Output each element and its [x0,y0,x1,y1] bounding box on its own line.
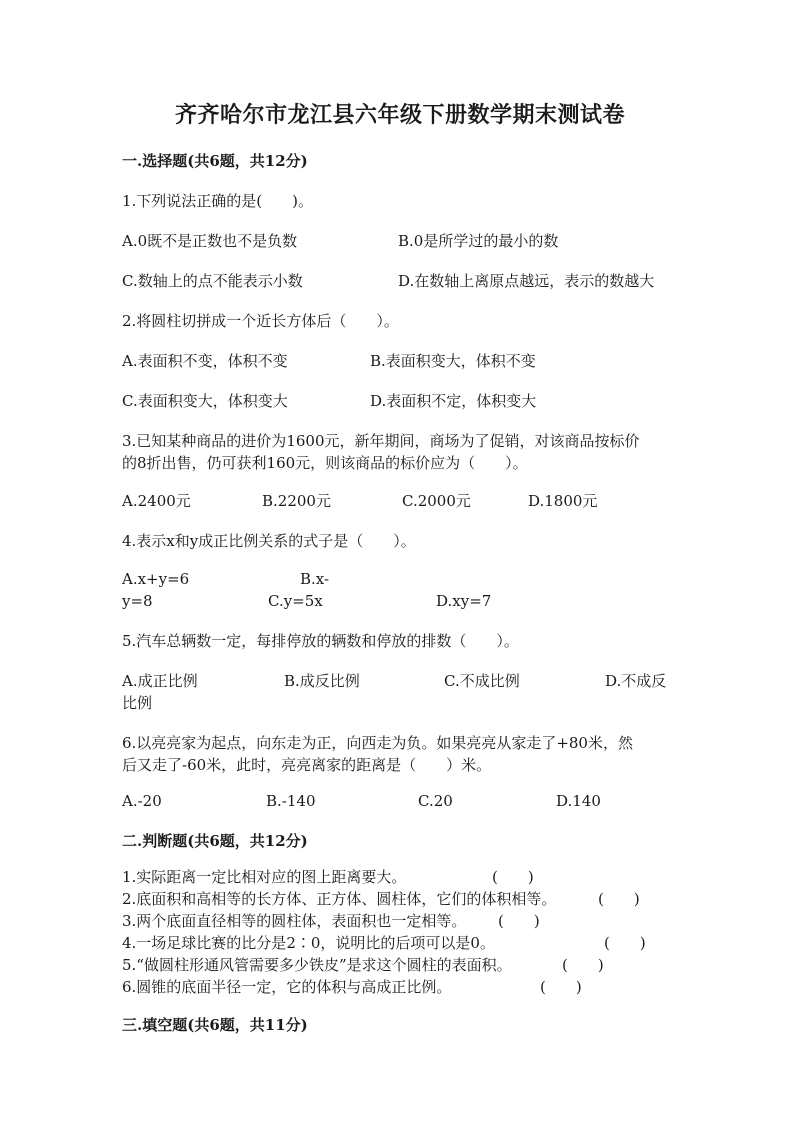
section-heading-fill: 三.填空题(共6题，共11分) [122,1016,308,1034]
judgement-bracket-4[interactable]: ( ) [604,934,646,952]
question-6-stem-line1: 6.以亮亮家为起点，向东走为正，向西走为负。如果亮亮从家走了+80米，然 [122,734,633,752]
question-1-stem: 1.下列说法正确的是( )。 [122,192,314,210]
judgement-item-1: 1.实际距离一定比相对应的图上距离要大。 [122,868,407,886]
question-2-option-d: D.表面积不定，体积变大 [370,392,537,410]
question-3-option-d: D.1800元 [528,492,598,510]
question-5-option-b: B.成反比例 [284,672,360,690]
question-1-option-d: D.在数轴上离原点越远，表示的数越大 [398,272,655,290]
question-6-stem-line2: 后又走了-60米，此时，亮亮离家的距离是（ ）米。 [122,756,492,774]
question-6-option-c: C.20 [418,792,453,810]
question-3-stem-line1: 3.已知某种商品的进价为1600元，新年期间，商场为了促销，对该商品按标价 [122,432,640,450]
question-6-option-b: B.-140 [266,792,316,810]
page-title: 齐齐哈尔市龙江县六年级下册数学期末测试卷 [174,102,625,128]
judgement-bracket-2[interactable]: ( ) [598,890,640,908]
question-1-option-b: B.0是所学过的最小的数 [398,232,559,250]
question-5-option-d: D.不成反 [605,672,667,690]
question-3-stem-line2: 的8折出售，仍可获利160元，则该商品的标价应为（ ）。 [122,454,528,472]
question-3-option-a: A.2400元 [122,492,191,510]
question-4-option-c: C.y=5x [268,592,323,610]
question-3-option-c: C.2000元 [402,492,471,510]
question-2-option-a: A.表面积不变，体积不变 [122,352,288,370]
judgement-bracket-5[interactable]: ( ) [562,956,604,974]
question-6-option-d: D.140 [556,792,601,810]
question-4-option-b-cont: y=8 [122,592,153,610]
question-4-stem: 4.表示x和y成正比例关系的式子是（ ）。 [122,532,416,550]
question-5-option-a: A.成正比例 [122,672,198,690]
judgement-item-5: 5.“做圆柱形通风管需要多少铁皮”是求这个圆柱的表面积。 [122,956,512,974]
question-2-option-c: C.表面积变大，体积变大 [122,392,288,410]
judgement-item-3: 3.两个底面直径相等的圆柱体，表面积也一定相等。 [122,912,467,930]
question-5-option-c: C.不成比例 [444,672,520,690]
question-5-option-d-cont: 比例 [122,694,153,712]
section-heading-choice: 一.选择题(共6题，共12分) [122,152,308,170]
judgement-bracket-3[interactable]: ( ) [498,912,540,930]
judgement-bracket-6[interactable]: ( ) [540,978,582,996]
question-2-stem: 2.将圆柱切拼成一个近长方体后（ ）。 [122,312,399,330]
judgement-bracket-1[interactable]: ( ) [492,868,534,886]
question-5-stem: 5.汽车总辆数一定，每排停放的辆数和停放的排数（ ）。 [122,632,519,650]
question-2-option-b: B.表面积变大，体积不变 [370,352,536,370]
question-1-option-c: C.数轴上的点不能表示小数 [122,272,303,290]
question-4-option-a: A.x+y=6 [122,570,190,588]
question-4-option-b: B.x- [300,570,330,588]
judgement-item-6: 6.圆锥的底面半径一定，它的体积与高成正比例。 [122,978,452,996]
question-1-option-a: A.0既不是正数也不是负数 [122,232,298,250]
section-heading-judgement: 二.判断题(共6题，共12分) [122,832,308,850]
judgement-item-4: 4.一场足球比赛的比分是2∶0，说明比的后项可以是0。 [122,934,495,952]
question-4-option-d: D.xy=7 [436,592,492,610]
judgement-item-2: 2.底面积和高相等的长方体、正方体、圆柱体，它们的体积相等。 [122,890,557,908]
question-6-option-a: A.-20 [122,792,162,810]
question-3-option-b: B.2200元 [262,492,331,510]
